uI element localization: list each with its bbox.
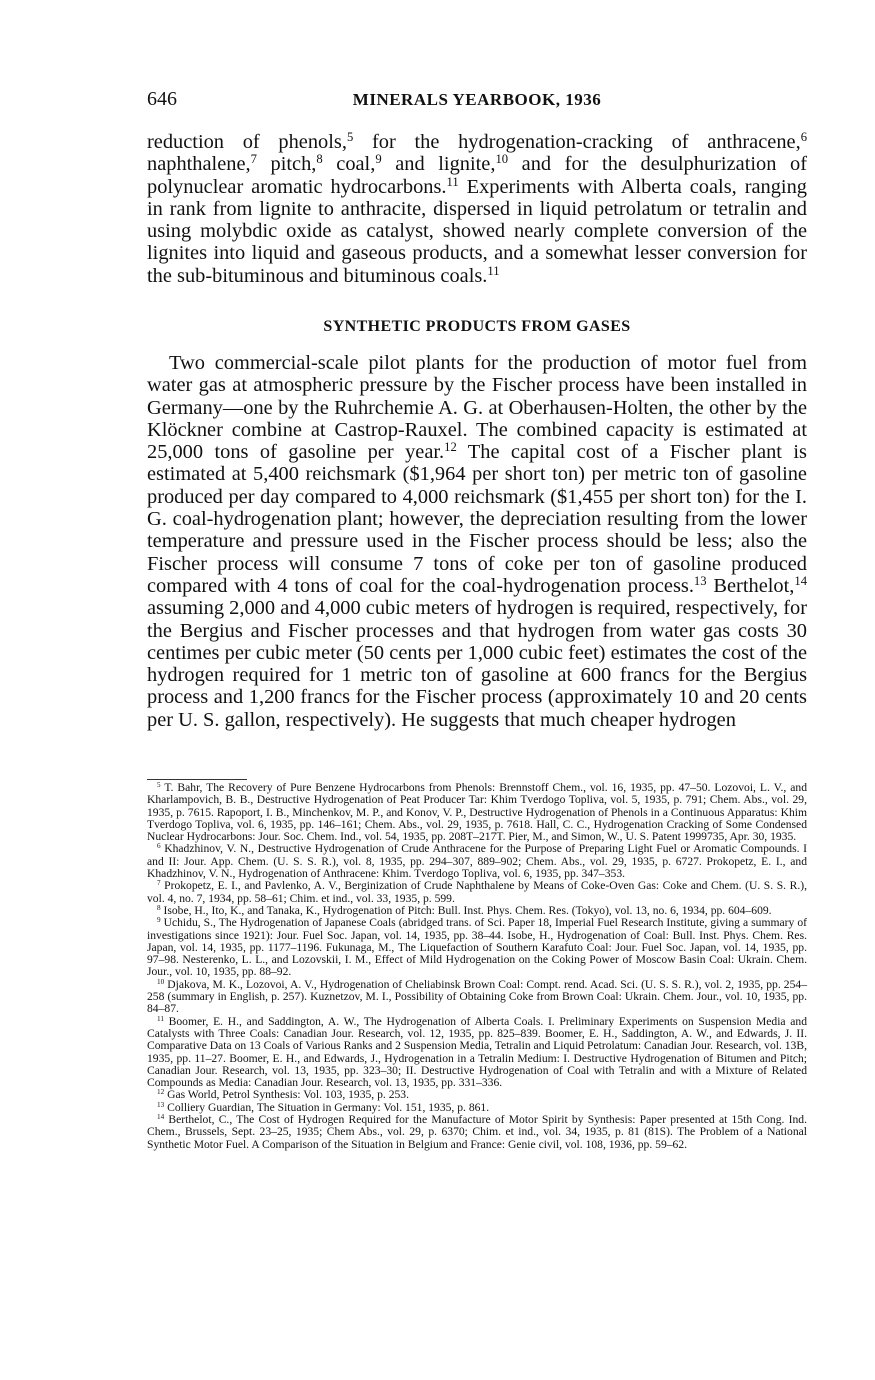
- footnote: [147, 843, 807, 880]
- text-run: for the hydrogenation-cracking of anthracene,: [353, 131, 801, 153]
- footnote: [147, 782, 807, 843]
- text-run: The capital cost of a Fischer plant is estimated at 5,400 reichsmark ($1,964 per short ton) per metric ton of gasoline produced per day compared to 4,000 reichsmark ($1,455 per short ton) for the I. G. coal-hydrogenation plant; however, the depreciation resulting from the lower temperature and pressure used in the Fischer process should be less; also the Fischer process will consume 7 tons of coke per ton of gasoline produced compared with 4 tons of coal for the coal-hydrogenation process.: [147, 441, 807, 597]
- footnote-text: Uchidu, S., The Hydrogenation of Japanese Coals (abridged trans. of Sci. Paper 18, Imperial Fuel Research Institute, giving a summary of investigations since 1921): Jour. Fuel Soc. Japan, vol. 14, 1935, pp. 38–44. Isobe, H., Hydrogenation of Coal: Bull. Inst. Phys. Chem. Res. Japan, vol. 14, 1935, pp. 1177–1196. Fukunaga, M., The Liquefaction of Southern Karafuto Coal: Jour. Fuel Soc. Japan, vol. 14, 1935, pp. 97–98. Nesterenko, L. L., and Lozovskii, I. M., Effect of Mild Hydrogenation on the Coking Power of Moscow Basin Coal: Ukrain. Chem. Jour., vol. 10, 1935, pp. 88–92.: [147, 916, 807, 979]
- footnote-ref: 12: [444, 440, 457, 455]
- footnote-ref: 14: [794, 574, 807, 589]
- footnote-number: 9: [157, 916, 161, 925]
- footnote: [147, 917, 807, 978]
- footnote: [147, 1016, 807, 1090]
- footnote-ref: 10: [495, 152, 509, 167]
- text-run: coal,: [322, 153, 376, 176]
- footnote-number: 5: [157, 781, 161, 790]
- footnote-number: 14: [157, 1113, 165, 1122]
- footnote-text: T. Bahr, The Recovery of Pure Benzene Hydrocarbons from Phenols: Brennstoff Chem., vol. 16, 1935, pp. 47–50. Lozovoi, L. V., and Kharlampovich, B. B., Destructive Hydrogenation of Peat Producer Tar: Khim Tverdogo Topliva, vol. 5, 1935, p. 791; Chem. Abs., vol. 29, 1935, p. 7615. Rapoport, I. B., Minchenkov, M. P., and Konov, V. P., Destructive Hydrogenation of Phenols in a Continuous Apparatus: Khim Tverdogo Topliva, vol. 6, 1935, pp. 146–161; Chem. Abs., vol. 29, 1935, p. 7618. Hall, C. C., Hydrogenation Cracking of Some Condensed Nuclear Hydrocarbons: Jour. Soc. Chem. Ind., vol. 54, 1935, pp. 208T–217T. Pier, M., and Simon, W., U. S. Patent 1999735, Apr. 30, 1935.: [147, 781, 807, 844]
- footnote-ref: 11: [446, 174, 459, 189]
- footnote-text: Djakova, M. K., Lozovoi, A. V., Hydrogenation of Cheliabinsk Brown Coal: Compt. rend. Acad. Sci. (U. S. S. R.), vol. 2, 1935, pp. 254–258 (summary in English, p. 257). Kuznetzov, M. I., Possibility of Obtaining Coke from Brown Coal: Ukrain. Chem. Jour., vol. 10, 1935, pp. 84–87.: [147, 977, 807, 1016]
- footnote-ref: 9: [375, 152, 382, 167]
- footnote-ref: 13: [693, 574, 707, 589]
- footnote-text: Gas World, Petrol Synthesis: Vol. 103, 1935, p. 253.: [164, 1088, 409, 1102]
- footnote-number: 10: [157, 977, 165, 986]
- footnote-ref: 6: [800, 130, 807, 145]
- body-paragraph-2: [147, 352, 807, 731]
- footnote-text: Isobe, H., Ito, K., and Tanaka, K., Hydrogenation of Pitch: Bull. Inst. Phys. Chem. Res. (Tokyo), vol. 13, no. 6, 1934, pp. 604–609.: [160, 903, 772, 917]
- footnote-ref: 5: [346, 130, 354, 145]
- text-run: reduction of phenols,: [147, 131, 347, 153]
- section-heading: SYNTHETIC PRODUCTS FROM GASES: [323, 318, 631, 335]
- footnote-number: 7: [157, 879, 161, 888]
- running-title: MINERALS YEARBOOK, 1936: [352, 90, 602, 109]
- footnote-text: Boomer, E. H., and Saddington, A. W., The Hydrogenation of Alberta Coals. I. Preliminary Experiments on Suspension Media and Catalysts with Three Coals: Canadian Jour. Research, vol. 12, 1935, pp. 825–839. Boomer, E. H., Saddington, A. W., and Edwards, J. II. Comparative Data on 13 Coals of Various Ranks and 2 Suspension Media, Tetralin and Liquid Petrolatum: Canadian Jour. Research, vol. 13B, 1935, pp. 11–27. Boomer, E. H., and Edwards, J., Hydrogenation in a Tetralin Medium: I. Destructive Hydrogenation of Bitumen and Pitch; Canadian Jour. Research, vol. 13, 1935, pp. 323–30; II. Destructive Hydrogenation of Coal with Tetralin and with a Mixture of Related Compounds as Media: Canadian Jour. Research, vol. 13, 1935, pp. 331–336.: [147, 1014, 807, 1090]
- footnote-number: 13: [157, 1100, 165, 1109]
- footnote: [147, 880, 807, 905]
- footnote-text: Prokopetz, E. I., and Pavlenko, A. V., Berginization of Crude Naphthalene by Means of Coke-Oven Gas: Coke and Chem. (U. S. S. R.), vol. 4, no. 7, 1934, pp. 58–61; Chim. et ind., vol. 33, 1935, p. 599.: [147, 879, 807, 905]
- footnote-number: 12: [157, 1088, 165, 1097]
- footnote: [147, 979, 807, 1016]
- text-run: Two commercial-scale pilot plants for the production of motor fuel from water gas at atmospheric pressure by the Fischer process have been installed in Germany—one by the Ruhrchemie A. G. at Oberhausen-Holten, the other by the Klöckner combine at Castrop-Rauxel. The combined capacity is estimated at 25,000 tons of gasoline per year.: [147, 352, 807, 464]
- page-header: [147, 88, 807, 118]
- footnote-number: 6: [157, 842, 161, 851]
- page-number: 646: [147, 88, 177, 110]
- text-run: Experiments with Alberta coals, ranging in rank from lignite to anthracite, dispersed in liquid petrolatum or tetralin and using molybdic oxide as catalyst, showed nearly complete conversion of the lignites into liquid and gaseous products, and a somewhat lesser conversion for the sub-bituminous and bituminous coals.: [147, 175, 807, 287]
- footnote-ref: 11: [487, 263, 500, 278]
- text-run: and for the desulphurization of polynuclear aromatic hydrocarbons.: [147, 153, 807, 198]
- footnote: [147, 1114, 807, 1151]
- footnote-ref: 8: [316, 152, 323, 167]
- footnotes: [147, 782, 807, 1151]
- footnote-text: Khadzhinov, V. N., Destructive Hydrogenation of Crude Anthracene for the Purpose of Preparing Light Fuel or Aromatic Compounds. I and II: Jour. App. Chem. (U. S. S. R.), vol. 8, 1935, pp. 294–307, 889–902; Chem. Abs., vol. 29, 1935, p. 6727. Prokopetz, E. I., and Khadzhinov, V. N., Hydrogenation of Anthracene: Khim. Tverdogo Topliva, vol. 6, 1935, pp. 347–353.: [147, 842, 807, 881]
- text-run: and lignite,: [381, 153, 496, 176]
- body-paragraph-1: [147, 131, 807, 287]
- footnote-ref: 7: [250, 152, 257, 167]
- text-run: Berthelot,: [706, 574, 795, 597]
- footnote-number: 8: [157, 904, 161, 913]
- text-run: naphthalene,: [147, 153, 251, 176]
- text-run: assuming 2,000 and 4,000 cubic meters of hydrogen is required, respectively, for the Bergius and Fischer processes and that hydrogen from water gas costs 30 centimes per cubic meter (50 cents per 1,000 cubic feet) estimates the cost of the hydrogen required for 1 metric ton of gasoline at 600 francs for the Bergius process and 1,200 francs for the Fischer process (approximately 10 and 20 cents per U. S. gallon, respectively). He suggests that much cheaper hydrogen: [147, 597, 807, 731]
- footnote-divider: [147, 779, 247, 780]
- footnote-text: Colliery Guardian, The Situation in Germany: Vol. 151, 1935, p. 861.: [164, 1100, 490, 1114]
- footnote-number: 11: [157, 1014, 164, 1023]
- text-run: pitch,: [256, 153, 317, 176]
- footnote-text: Berthelot, C., The Cost of Hydrogen Required for the Manufacture of Motor Spirit by Synthesis: Paper presented at 15th Cong. Ind. Chem., Brussels, Sept. 23–25, 1935; Chem Abs., vol. 29, p. 6370; Chim. et ind., vol. 34, 1935, p. 81 (81S). The Problem of a National Synthetic Motor Fuel. A Comparison of the Situation in Belgium and France: Genie civil, vol. 108, 1936, pp. 59–62.: [147, 1113, 807, 1151]
